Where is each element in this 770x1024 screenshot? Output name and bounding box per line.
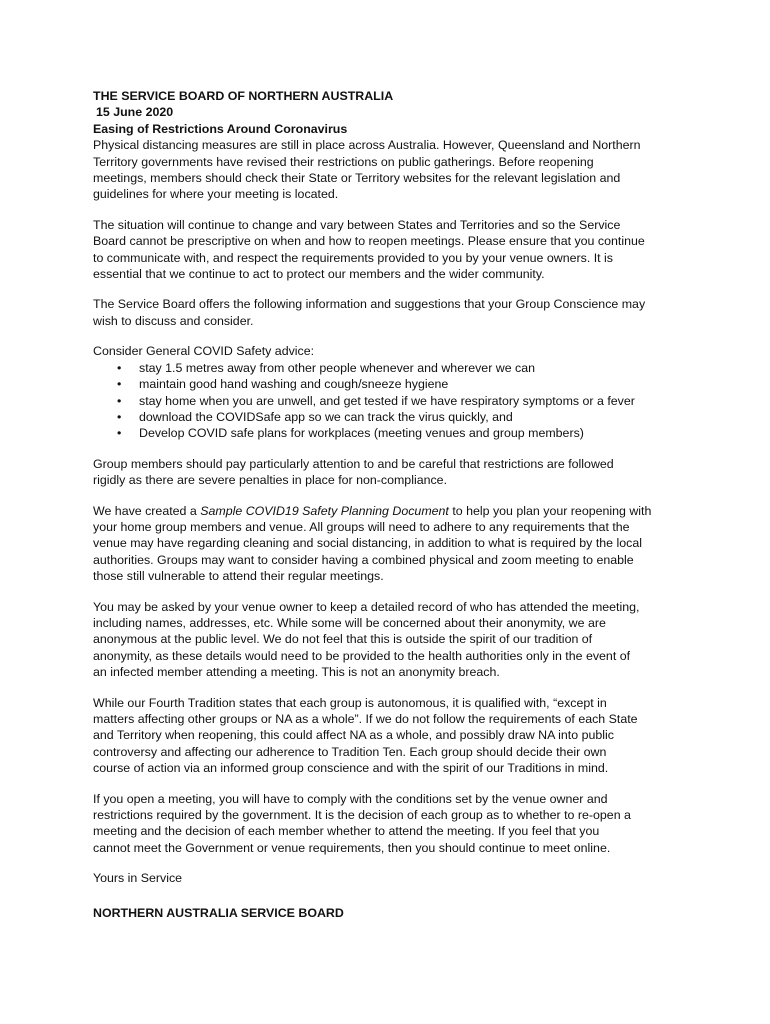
text-line: an infected member attending a meeting. This is not an anonymity breach. bbox=[93, 665, 500, 680]
list-item: • stay home when you are unwell, and get tested if we have respiratory symptoms or a fever bbox=[117, 393, 635, 408]
text-line: venue may have regarding cleaning and social distancing, in addition to what is required by the local bbox=[93, 536, 642, 551]
document-title: Sample COVID19 Safety Planning Document bbox=[200, 503, 449, 518]
paragraph-5 bbox=[93, 503, 683, 585]
text-line: You may be asked by your venue owner to keep a detailed record of who has attended the meeting, bbox=[93, 599, 640, 614]
text-line: authorities. Groups may want to consider having a combined physical and zoom meeting to enable bbox=[93, 552, 634, 567]
advice-list bbox=[93, 360, 683, 442]
text-line: Territory governments have revised their restrictions on public gatherings. Before reopening bbox=[93, 154, 594, 169]
signature-text: NORTHERN AUSTRALIA SERVICE BOARD bbox=[93, 905, 344, 920]
letter-date: 15 June 2020 bbox=[96, 105, 174, 120]
closing bbox=[93, 870, 683, 886]
paragraph-1 bbox=[93, 137, 683, 203]
text-line: The Service Board offers the following information and suggestions that your Group Conscience may bbox=[93, 297, 646, 312]
paragraph-7 bbox=[93, 695, 683, 777]
text-line: restrictions required by the government. It is the decision of each group as to whether to re-open a bbox=[93, 808, 631, 823]
bullet-icon: • bbox=[117, 409, 122, 424]
list-item: • stay 1.5 metres away from other people whenever and wherever we can bbox=[117, 360, 536, 375]
text-line: anonymity, as these details would need to be provided to the health authorities only in the event of bbox=[93, 648, 631, 663]
text-line: course of action via an informed group conscience and with the spirit of our Traditions in mind. bbox=[93, 761, 609, 776]
text-line: guidelines for where your meeting is located. bbox=[93, 187, 339, 202]
text-line: rigidly as there are severe penalties in place for non-compliance. bbox=[93, 473, 448, 488]
letter-subject: Easing of Restrictions Around Coronavirus bbox=[93, 121, 348, 136]
list-item: • Develop COVID safe plans for workplaces (meeting venues and group members) bbox=[117, 426, 584, 441]
bullet-icon: • bbox=[117, 360, 122, 375]
text-line: The situation will continue to change and vary between States and Territories and so the Service bbox=[93, 217, 621, 232]
text-line: and Territory when reopening, this could affect NA as a whole, and possibly draw NA into public bbox=[93, 728, 614, 743]
text-line: Physical distancing measures are still in place across Australia. However, Queensland and Northern bbox=[93, 138, 641, 153]
org-name: THE SERVICE BOARD OF NORTHERN AUSTRALIA bbox=[93, 89, 394, 103]
text-line: anonymous at the public level. We do not feel that this is outside the spirit of our tradition of bbox=[93, 632, 593, 647]
text-line: to communicate with, and respect the requirements provided to you by your venue owners. It is bbox=[93, 250, 613, 265]
text-line: While our Fourth Tradition states that each group is autonomous, it is qualified with, “except in bbox=[93, 695, 607, 710]
paragraph-6 bbox=[93, 599, 683, 681]
text-line: meetings, members should check their State or Territory websites for the relevant legislation and bbox=[93, 171, 621, 186]
paragraph-8 bbox=[93, 791, 683, 857]
advice-intro bbox=[93, 343, 683, 359]
signature bbox=[93, 905, 683, 921]
text-line: essential that we continue to act to protect our members and the wider community. bbox=[93, 267, 545, 282]
bullet-icon: • bbox=[117, 426, 122, 441]
bullet-icon: • bbox=[117, 377, 122, 392]
paragraph-2 bbox=[93, 217, 683, 283]
letter-page bbox=[93, 88, 683, 921]
paragraph-3 bbox=[93, 296, 683, 329]
closing-text: Yours in Service bbox=[93, 871, 183, 886]
text-line: We have created a Sample COVID19 Safety Planning Document to help you plan your reopening with bbox=[93, 503, 652, 518]
text-line: your home group members and venue. All groups will need to adhere to any requirements that the bbox=[93, 519, 630, 534]
letter-header bbox=[93, 88, 683, 137]
text-line: matters affecting other groups or NA as a whole”. If we do not follow the requirements of each State bbox=[93, 712, 638, 726]
list-item: • maintain good hand washing and cough/sneeze hygiene bbox=[117, 377, 449, 392]
text-line: controversy and affecting our adherence to Tradition Ten. Each group should decide their own bbox=[93, 744, 607, 759]
text-line: those still vulnerable to attend their regular meetings. bbox=[93, 569, 384, 584]
text-line: wish to discuss and consider. bbox=[93, 313, 254, 328]
paragraph-4 bbox=[93, 456, 683, 489]
list-item: • download the COVIDSafe app so we can track the virus quickly, and bbox=[117, 409, 513, 424]
text-line: If you open a meeting, you will have to comply with the conditions set by the venue owner and bbox=[93, 791, 608, 806]
text-line: Consider General COVID Safety advice: bbox=[93, 344, 315, 359]
text-line: cannot meet the Government or venue requirements, then you should continue to meet online. bbox=[93, 840, 611, 855]
bullet-icon: • bbox=[117, 393, 122, 408]
text-line: including names, addresses, etc. While some will be concerned about their anonymity, we are bbox=[93, 615, 606, 630]
text-line: Group members should pay particularly attention to and be careful that restrictions are followed bbox=[93, 456, 614, 471]
text-line: Board cannot be prescriptive on when and how to reopen meetings. Please ensure that you continue bbox=[93, 234, 645, 249]
text-line: meeting and the decision of each member whether to attend the meeting. If you feel that you bbox=[93, 824, 600, 839]
